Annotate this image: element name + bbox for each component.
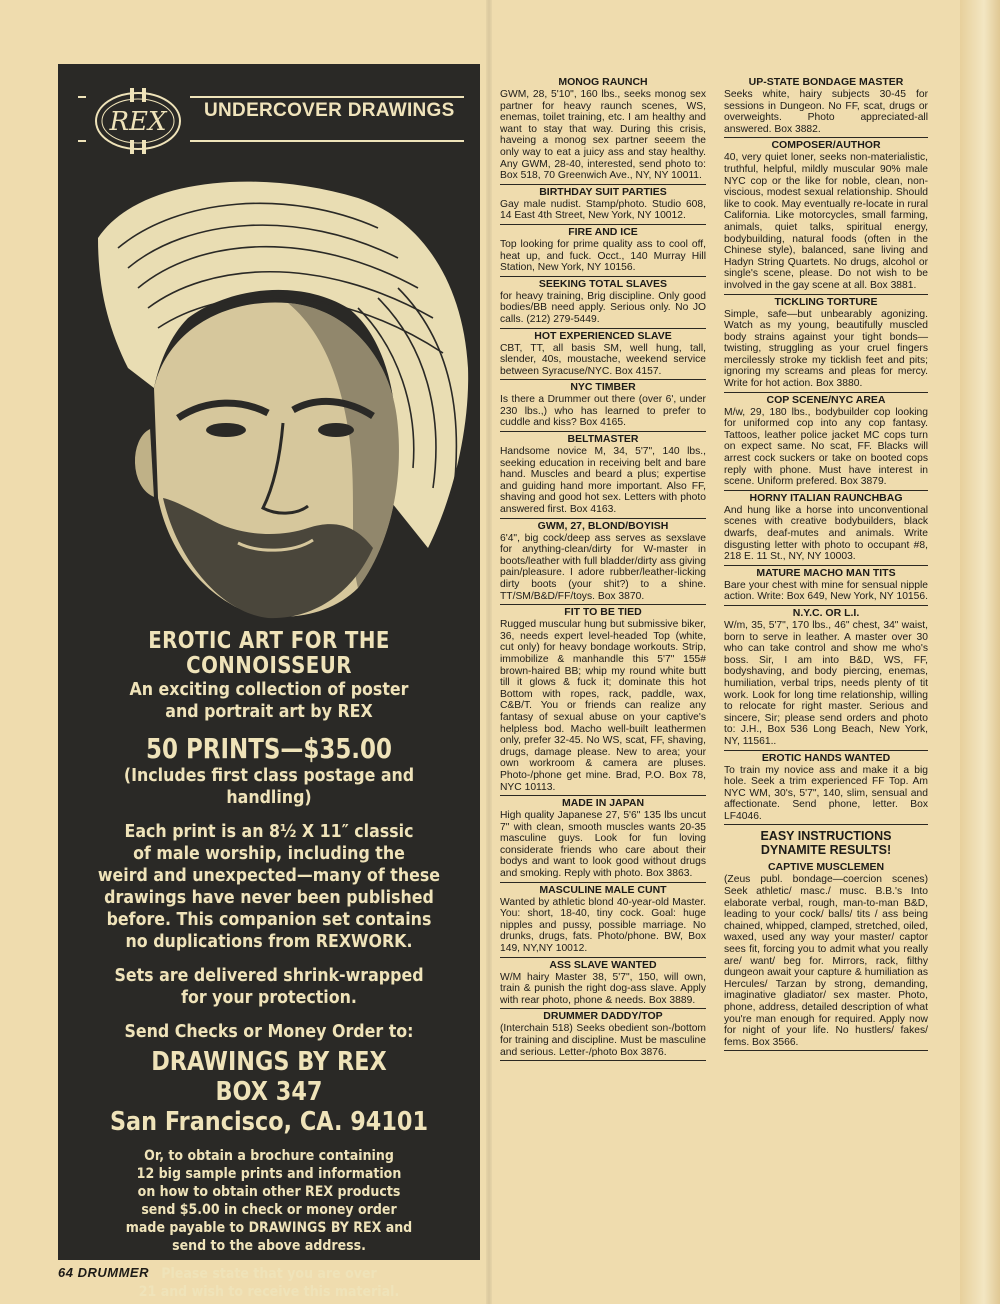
classified-ad (500, 381, 706, 432)
classified-ad-title: BIRTHDAY SUIT PARTIES (539, 185, 667, 198)
classified-ad-body: Wanted by athletic blond 40-year-old Master. You: short, 18-40, tiny cock. Goal: huge nipples and pussy, possible marriage. No drunks, drugs, fats. Photo/phone. BW, Box 149, NY,NY 10012. (500, 896, 706, 955)
classifieds-column-2-top (724, 76, 928, 825)
classifieds-column-1 (500, 76, 706, 1062)
portrait-illustration (58, 168, 480, 624)
ad-brochure-line: Or, to obtain a brochure containing (144, 1148, 394, 1164)
classified-ad-title: NYC TIMBER (570, 381, 636, 394)
classified-ad (724, 394, 928, 491)
classified-ad-body: (Zeus publ. bondage—coercion scenes) Seek athletic/ masc./ musc. B.B.'s Into elaborate verbal, rough, man-to-man B&D, leading to your cock/ balls/ tits / ass being chained, whipped, clamped, stretched, oiled, waxed, used any way your master/ captor sees fit, forcing you to admit what you really are/ want/ beg for. Mirrors, rack, filthy dungeon await your capture & humiliation as Hercules/ Tarzan by strong, demanding, imaginative gladiator/ sex master. Photo, phone, address, detailed description of what you're man enough for required. Apply now for night of your life. No hustlers/ fakes/ fems. Box 3566. (724, 874, 928, 1048)
classified-ad-body: To train my novice ass and make it a big hole. Seek a trim experienced FF Top. Am NYC WM, 30's, 5'7", 140, slim, sensual and affectionate. Send phone, letter. Box LF4046. (724, 764, 928, 822)
classified-ad-body: Top looking for prime quality ass to cool off, heat up, and fuck. Occt., 140 Murray Hill Station, New York, NY 10156. (500, 238, 706, 274)
ad-desc-line: Each print is an 8½ X 11″ classic (124, 821, 414, 842)
classified-ad (500, 186, 706, 225)
classifieds-column-2-bottom (724, 861, 928, 1051)
classified-ad-body: W/m, 35, 5'7", 170 lbs., 46" chest, 34" waist, born to serve in leather. A master over 30 who can take control and show me who's boss. Sir, I am into B&D, WS, FF, bodyshaving, and body piercing, enemas, humiliation, verbal trips, needs plenty of tit work. Look for long time relationship, willing to relocate for right master. Serious and sincere, Sir; please send orders and photo to: J.H., Box 536 Long Beach, New York, NY, 11561.. (724, 619, 928, 747)
promo-line-1: EASY INSTRUCTIONS (760, 829, 892, 844)
classified-ad-body: 40, very quiet loner, seeks non-materialistic, truthful, helpful, mildly muscular 90% male NYC cop or the like for noble, clean, non-viscious, modest sexual relationship. Should like to cook. May eventually re-locate in rural California. Like motorcycles, small farming, animals, quiet talks, spiritual energy, bodybuilding, natural foods (often in the Chinese style), balanced, sane living and Hadyn String Quartets. No drugs, alcohol or single's scene, please. Do not wish to be involved in the gay scene at all. Box 3881. (724, 152, 928, 291)
classified-ad-body: CBT, TT, all basis SM, well hung, tall, slender, 40s, moustache, weekend service between Syracuse/NYC. Box 4157. (500, 342, 706, 377)
classified-ad-title: DRUMMER DADDY/TOP (543, 1010, 663, 1023)
classified-ad-title: MONOG RAUNCH (558, 76, 648, 88)
ad-price: 50 PRINTS—$35.00 (146, 732, 392, 765)
classified-ad-title: COP SCENE/NYC AREA (766, 393, 886, 406)
classified-ad-title: ASS SLAVE WANTED (549, 958, 657, 971)
classified-ad-title: UP-STATE BONDAGE MASTER (748, 76, 904, 88)
classified-ad (500, 606, 706, 796)
classified-ad-body: Bare your chest with mine for sensual nipple action. Write: Box 649, New York, NY 10156. (724, 579, 928, 603)
classified-ad-body: 6'4", big cock/deep ass serves as sexslave for anything-clean/dirty for W-master in boots/leather with full bladder/dirty ass giving pain/pleasure. I adore rubber/leather-licking dirty boots (your shit?) to a shine. TT/SM/B&D/FF/toys. Box 3870. (500, 532, 706, 602)
classified-ad-body: for heavy training, Brig discipline. Only good bodies/BB need apply. Serious only. No JO calls. (212) 279-5449. (500, 290, 706, 325)
classified-ad-title: TICKLING TORTURE (774, 295, 878, 308)
ad-address-name: DRAWINGS BY REX (151, 1047, 387, 1077)
classified-ad-title: MATURE MACHO MAN TITS (756, 566, 896, 579)
classified-ad (500, 76, 706, 185)
classified-ad-title: FIRE AND ICE (568, 225, 638, 238)
ad-desc-line: of male worship, including the (133, 843, 405, 864)
ad-desc-line: no duplications from REXWORK. (125, 931, 413, 952)
classified-ad (724, 296, 928, 393)
ad-brochure-line: made payable to DRAWINGS BY REX and (125, 1220, 413, 1236)
ad-address-box: BOX 347 (215, 1077, 323, 1107)
classified-ad (724, 492, 928, 566)
classified-ad-title: HOT EXPERIENCED SLAVE (534, 329, 672, 342)
classified-ad-title: EROTIC HANDS WANTED (761, 751, 891, 764)
classified-ad-title: N.Y.C. OR L.I. (792, 606, 860, 619)
classified-ad-body: High quality Japanese 27, 5'6" 135 lbs uncut 7" with clean, smooth muscles wants 20-35 masculine guys. Look for fun loving considerate friends who care about their bodys and want to look good without drugs and smoking. Reply with photo. Box 3863. (500, 810, 706, 880)
ad-brochure-line: send $5.00 in check or money order (141, 1202, 397, 1218)
classified-ad-body: Handsome novice M, 34, 5'7", 140 lbs., seeking education in receiving belt and bare hand. Muscles and beard a plus; expertise and guiding hand more important. Also FF, shaving and good hot sex. Letters with photo answered first. Box 4163. (500, 446, 706, 516)
classified-ad-body: Simple, safe—but unbearably agonizing. Watch as my young, beautifully muscled body strains against your tight bonds—twisting, struggling as your cruel fingers mercilessly stroke my ticklish feet and pits; ignoring my screams and pleas for mercy. Write for hot action. Box 3880. (724, 308, 928, 390)
classified-ad (500, 278, 706, 329)
classified-ad-body: Gay male nudist. Stamp/photo. Studio 608, 14 East 4th Street, New York, NY 10012. (500, 198, 706, 222)
classified-ad-title: FIT TO BE TIED (564, 606, 642, 619)
classified-ad (500, 330, 706, 381)
classified-ad (724, 752, 928, 826)
ad-age-line: 21 and wish to receive this material. (138, 1284, 400, 1300)
promo-line-2: DYNAMITE RESULTS! (760, 843, 892, 858)
classified-ad-body: (Interchain 518) Seeks obedient son-/bottom for training and discipline. Must be masculine and serious. Letter-/photo Box 3876. (500, 1023, 706, 1058)
ad-header (58, 78, 480, 164)
ad-shrink-line: Sets are delivered shrink-wrapped (114, 965, 424, 986)
classified-ad-title: BELTMASTER (567, 433, 639, 446)
classified-ad-body: M/w, 29, 180 lbs., bodybuilder cop looking for uniformed cop into any cop fantasy. Tattoos, leather police jacket MC cops turn on expect same. No scat, FF. Blacks will arrest cock suckers or take on booted cops reply with phone. Must have interest in scene. Uniform prefered. Box 3879. (724, 406, 928, 488)
ad-brochure-line: on how to obtain other REX products (137, 1184, 401, 1200)
page-fold (486, 0, 492, 1304)
ad-copy (58, 629, 480, 1301)
classified-ad-title: MASCULINE MALE CUNT (539, 883, 667, 896)
classified-ad (500, 1010, 706, 1061)
page-number: 64 (58, 1265, 74, 1280)
page-footer (58, 1265, 149, 1280)
ad-subhead-line-2: and portrait art by REX (165, 701, 373, 722)
classified-ad (500, 959, 706, 1010)
classified-ad-body: Is there a Drummer out there (over 6', under 230 lbs.,) who has learned to prefer to cuddle and kiss? Box 4165. (500, 394, 706, 429)
classified-ad-title: GWM, 27, BLOND/BOYISH (537, 519, 669, 532)
classified-ad (724, 139, 928, 294)
classifieds-column-2 (724, 76, 928, 1052)
ad-age-line: Please state that you are over (161, 1266, 377, 1282)
ad-brochure-line: send to the above address. (172, 1238, 366, 1254)
ad-headline: EROTIC ART FOR THE CONNOISSEUR (148, 628, 390, 679)
rex-logo-icon (86, 86, 190, 156)
classified-ad (500, 884, 706, 958)
classified-ad (500, 226, 706, 277)
classified-ad (724, 76, 928, 138)
classified-ad (500, 797, 706, 883)
ad-send-label: Send Checks or Money Order to: (124, 1021, 414, 1042)
promo-heading (724, 829, 928, 857)
classified-ad-body: And hung like a horse into unconventional scenes with creative bodybuilders, black dwarfs, deaf-mutes and animals. Write disgusting letter with photo to occupant #8, 218 E. 11 St., NY, NY 10003. (724, 504, 928, 563)
ad-brochure-line: 12 big sample prints and information (136, 1166, 402, 1182)
classified-ad-title: MADE IN JAPAN (561, 797, 645, 810)
classified-ad-title: CAPTIVE MUSCLEMEN (767, 861, 885, 874)
classified-ad-body: Seeks white, hairy subjects 30-45 for sessions in Dungeon. No FF, scat, drugs or overweights. Photo appreciated-all answered. Box 3882. (724, 89, 928, 135)
ad-shrink-line: for your protection. (181, 987, 357, 1008)
classified-ad (724, 567, 928, 606)
classified-ad (500, 520, 706, 606)
ad-subhead-line-1: An exciting collection of poster (129, 679, 409, 700)
ad-desc-line: drawings have never been published (104, 887, 434, 908)
magazine-name: DRUMMER (77, 1265, 149, 1280)
classified-ad (724, 607, 928, 751)
classified-ad-body: W/M hairy Master 38, 5'7", 150, will own, train & punish the right dog-ass slave. Apply with rear photo, phone & needs. Box 3889. (500, 971, 706, 1006)
classified-ad-body: GWM, 28, 5'10", 160 lbs., seeks monog sex partner for heavy raunch scenes, WS, enemas, toilet training, etc. I am healthy and want to stay that way. During this crisis, haveing a monog sex partner seeem the only way to eat a juicy ass and stay healthy. Any GWM, 28-40, interested, send photo to: Box 518, 70 Greenwich Ave., NY, NY 10011. (500, 89, 706, 182)
ad-price-note: (Includes first class postage and handling) (123, 765, 415, 808)
ad-desc-line: before. This companion set contains (106, 909, 432, 930)
classified-ad (500, 433, 706, 519)
ad-address-city: San Francisco, CA. 94101 (109, 1107, 429, 1137)
classified-ad-title: COMPOSER/AUTHOR (771, 139, 881, 152)
logo-text: REX (109, 107, 167, 137)
next-page-edge (960, 0, 1000, 1304)
classified-ad-title: SEEKING TOTAL SLAVES (538, 277, 668, 290)
classified-ad-title: HORNY ITALIAN RAUNCHBAG (749, 491, 903, 504)
classified-ad-body: Rugged muscular hung but submissive biker, 36, needs expert level-headed Top (white, cut only) for heavy bondage workouts. Strip, immobilize & manhandle this 5'7" 155# brown-haired BB; whip my round white butt till it glows & fuck it; dominate this hot Bottom with ropes, rack, paddle, wax, C&B/T. You or friends can realize any fantasy of sexual abuse on your captive's helpless bod. Macho well-built leathermen only, prefer 32-45. No WS, scat, FF, shaving, drugs, damage please. New to area; your own workroom & camera are pluses. Photo-/phone get mine. Brad, P.O. Box 78, NYC 10113. (500, 619, 706, 793)
classified-ad (724, 861, 928, 1051)
ad-desc-line: weird and unexpected—many of these (97, 865, 441, 886)
ad-header-title: UNDERCOVER DRAWINGS (204, 100, 455, 121)
